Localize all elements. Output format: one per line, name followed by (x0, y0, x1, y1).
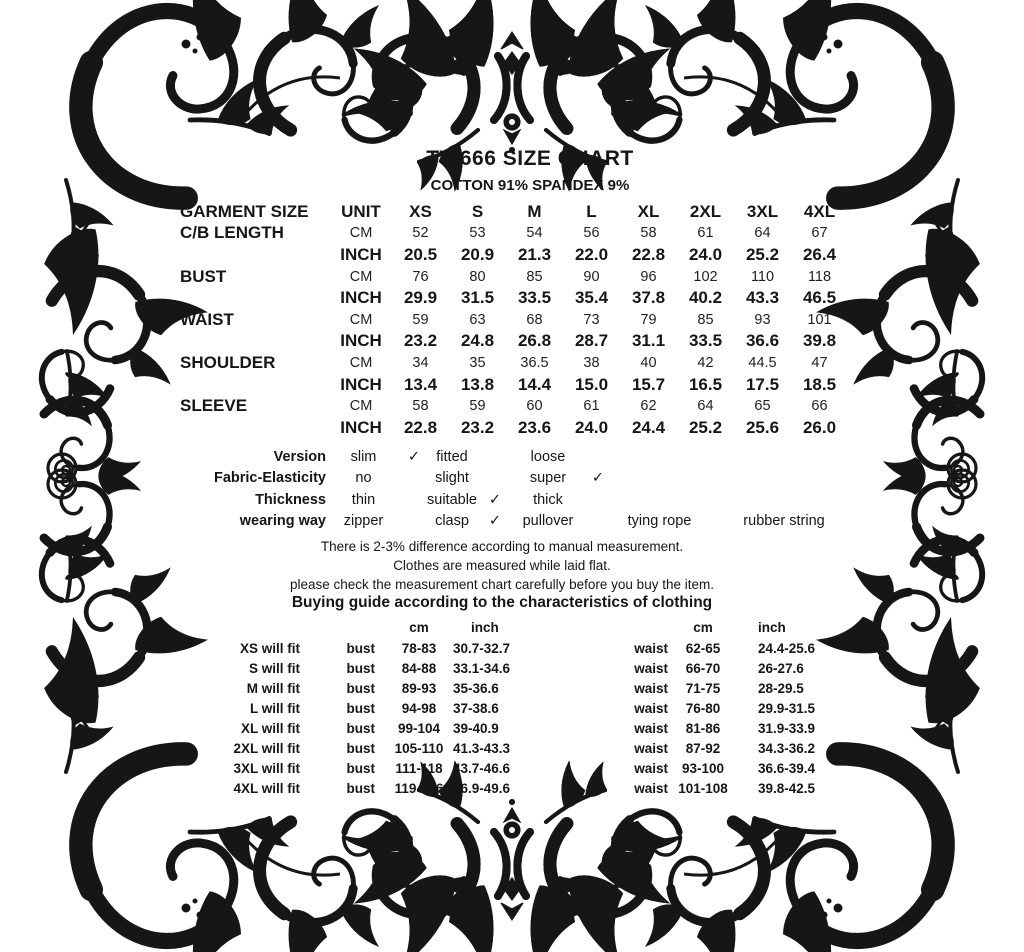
measurement-label: SHOULDER (180, 352, 276, 372)
value-3xl: 25.6 (745, 417, 780, 437)
fit-size-label: S will fit (248, 660, 300, 676)
bust-cm-range: 105-110 (394, 740, 444, 756)
waist-inch-range: 34.3-36.2 (758, 740, 816, 756)
value-4xl: 118 (807, 268, 832, 285)
value-3xl: 17.5 (745, 374, 780, 394)
attribute-option: clasp (435, 513, 469, 530)
value-s: 31.5 (460, 288, 495, 308)
fit-size-label: L will fit (250, 700, 300, 716)
waist-inch-range: 29.9-31.5 (758, 700, 816, 716)
value-xs: 22.8 (403, 417, 438, 437)
buying-guide-row (180, 638, 860, 658)
value-xl: 40 (640, 354, 657, 371)
note-line: Clothes are measured while laid flat. (393, 557, 611, 573)
waist-inch-range: 39.8-42.5 (758, 780, 816, 796)
header-2xl: 2XL (689, 201, 722, 221)
waist-cm-range: 66-70 (685, 660, 721, 676)
value-l: 38 (583, 354, 600, 371)
bust-label: bust (346, 680, 375, 696)
value-s: 23.2 (460, 417, 495, 437)
value-l: 56 (583, 225, 600, 242)
waist-inch-range: 28-29.5 (758, 680, 804, 696)
buying-guide-row (180, 758, 860, 778)
value-xs: 59 (412, 311, 429, 328)
value-xs: 34 (412, 354, 429, 371)
value-3xl: 43.3 (745, 288, 780, 308)
bust-inch-range: 39-40.9 (453, 720, 499, 736)
value-l: 22.0 (574, 244, 609, 264)
value-4xl: 46.5 (802, 288, 837, 308)
value-m: 54 (526, 225, 543, 242)
header-inch-bust: inch (471, 620, 499, 635)
unit-cell: INCH (340, 288, 382, 308)
note-line: please check the measurement chart carefully before you buy the item. (290, 576, 714, 592)
attribute-option: zipper (343, 513, 384, 530)
value-4xl: 101 (807, 311, 832, 328)
size-table-row (180, 352, 860, 374)
bust-inch-range: 33.1-34.6 (453, 660, 511, 676)
waist-inch-range: 31.9-33.9 (758, 720, 816, 736)
measurement-label: BUST (180, 266, 227, 286)
fit-size-label: 2XL will fit (233, 740, 300, 756)
value-4xl: 66 (811, 398, 828, 415)
fit-size-label: XS will fit (239, 640, 300, 656)
attribute-option: fitted (436, 448, 468, 465)
size-table-header (180, 201, 860, 223)
attribute-option: rubber string (743, 513, 825, 530)
waist-cm-range: 93-100 (681, 760, 725, 776)
value-2xl: 61 (697, 225, 714, 242)
attribute-row (180, 446, 870, 468)
value-3xl: 65 (754, 398, 771, 415)
unit-cell: CM (349, 225, 373, 242)
value-s: 80 (469, 268, 486, 285)
value-m: 68 (526, 311, 543, 328)
bust-label: bust (346, 700, 375, 716)
bust-inch-range: 43.7-46.6 (453, 760, 511, 776)
header-l: L (586, 201, 597, 221)
value-xl: 96 (640, 268, 657, 285)
waist-inch-range: 24.4-25.6 (758, 640, 816, 656)
unit-cell: INCH (340, 244, 382, 264)
value-l: 61 (583, 398, 600, 415)
value-s: 53 (469, 225, 486, 242)
bust-label: bust (346, 740, 375, 756)
waist-cm-range: 81-86 (685, 720, 721, 736)
fabric-composition: COTTON 91% SPANDEX 9% (430, 177, 630, 194)
value-s: 20.9 (460, 244, 495, 264)
value-3xl: 25.2 (745, 244, 780, 264)
value-xl: 62 (640, 398, 657, 415)
size-table-row (180, 331, 860, 353)
size-table-row (180, 223, 860, 245)
value-2xl: 64 (697, 398, 714, 415)
attribute-option: slim (350, 448, 377, 465)
bust-inch-range: 46.9-49.6 (453, 780, 511, 796)
buying-guide-title: Buying guide according to the characteristics of clothing (291, 594, 713, 611)
measurement-label: WAIST (180, 309, 234, 329)
value-xl: 24.4 (631, 417, 666, 437)
bust-cm-range: 84-88 (401, 660, 437, 676)
buying-guide-header (180, 617, 860, 638)
waist-label: waist (634, 680, 668, 696)
value-s: 63 (469, 311, 486, 328)
value-s: 13.8 (460, 374, 495, 394)
bust-cm-range: 119-126 (394, 780, 444, 796)
page-title: TW666 SIZE CHART (426, 147, 634, 170)
header-cm-waist: cm (693, 620, 713, 635)
checkmark-icon: ✓ (488, 491, 502, 508)
buying-guide-table (180, 617, 860, 798)
bust-inch-range: 30.7-32.7 (453, 640, 511, 656)
value-xl: 22.8 (631, 244, 666, 264)
bust-inch-range: 41.3-43.3 (453, 740, 511, 756)
attribute-option: pullover (522, 513, 574, 530)
attribute-label: Fabric-Elasticity (213, 470, 326, 487)
attribute-option: tying rope (627, 513, 692, 530)
buying-guide-row (180, 738, 860, 758)
fit-size-label: 4XL will fit (233, 780, 300, 796)
value-xl: 31.1 (631, 331, 666, 351)
header-cm-bust: cm (409, 620, 429, 635)
size-table-row (180, 417, 860, 439)
bust-label: bust (346, 660, 375, 676)
buying-guide-row (180, 658, 860, 678)
value-xs: 20.5 (403, 244, 438, 264)
bust-cm-range: 99-104 (397, 720, 441, 736)
bust-cm-range: 78-83 (401, 640, 437, 656)
unit-cell: CM (349, 398, 373, 415)
attribute-row (180, 511, 870, 533)
bust-cm-range: 89-93 (401, 680, 437, 696)
header-xs: XS (409, 201, 432, 221)
bust-cm-range: 111-118 (395, 760, 443, 776)
value-l: 73 (583, 311, 600, 328)
waist-cm-range: 87-92 (685, 740, 721, 756)
value-m: 14.4 (517, 374, 552, 394)
value-2xl: 40.2 (688, 288, 723, 308)
waist-label: waist (634, 740, 668, 756)
value-3xl: 36.6 (745, 331, 780, 351)
checkmark-icon: ✓ (407, 448, 421, 465)
value-4xl: 67 (811, 225, 828, 242)
value-4xl: 18.5 (802, 374, 837, 394)
buying-guide-row (180, 778, 860, 798)
measurement-notes (140, 538, 864, 594)
value-m: 85 (526, 268, 543, 285)
value-2xl: 33.5 (688, 331, 723, 351)
fit-size-label: M will fit (246, 680, 300, 696)
value-m: 36.5 (520, 354, 549, 371)
buying-guide-row (180, 718, 860, 738)
buying-guide-row (180, 678, 860, 698)
size-table (180, 201, 860, 439)
value-l: 24.0 (574, 417, 609, 437)
waist-label: waist (634, 640, 668, 656)
header-unit: UNIT (341, 201, 381, 221)
header-xl: XL (637, 201, 660, 221)
value-l: 15.0 (574, 374, 609, 394)
value-2xl: 42 (697, 354, 714, 371)
value-4xl: 47 (811, 354, 828, 371)
waist-label: waist (634, 720, 668, 736)
attribute-option: thick (533, 491, 563, 508)
waist-cm-range: 62-65 (685, 640, 721, 656)
size-table-row (180, 395, 860, 417)
waist-label: waist (634, 660, 668, 676)
value-xs: 13.4 (403, 374, 438, 394)
attribute-option: suitable (427, 491, 477, 508)
bust-label: bust (346, 720, 375, 736)
size-table-row (180, 287, 860, 309)
note-line: There is 2-3% difference according to manual measurement. (320, 539, 684, 554)
value-3xl: 44.5 (748, 354, 777, 371)
bust-label: bust (346, 760, 375, 776)
size-table-row (180, 309, 860, 331)
attribute-label: Thickness (255, 491, 326, 508)
attribute-option: loose (530, 448, 566, 465)
value-l: 35.4 (574, 288, 609, 308)
value-4xl: 26.4 (802, 244, 837, 264)
value-2xl: 85 (697, 311, 714, 328)
attribute-option: slight (435, 470, 469, 487)
value-s: 24.8 (460, 331, 495, 351)
waist-cm-range: 71-75 (685, 680, 721, 696)
header-s: S (471, 201, 484, 221)
size-table-row (180, 266, 860, 288)
value-s: 35 (469, 354, 486, 371)
value-m: 21.3 (517, 244, 552, 264)
header-4xl: 4XL (803, 201, 836, 221)
value-xl: 37.8 (631, 288, 666, 308)
unit-cell: INCH (340, 417, 382, 437)
waist-inch-range: 26-27.6 (758, 660, 804, 676)
measurement-label: C/B LENGTH (180, 223, 284, 243)
value-m: 26.8 (517, 331, 552, 351)
value-4xl: 26.0 (802, 417, 837, 437)
attribute-option: thin (351, 491, 376, 508)
value-xs: 29.9 (403, 288, 438, 308)
header-garment-size: GARMENT SIZE (180, 201, 309, 221)
value-4xl: 39.8 (802, 331, 837, 351)
buying-guide-row (180, 698, 860, 718)
waist-label: waist (634, 700, 668, 716)
value-l: 90 (583, 268, 600, 285)
header-inch-waist: inch (758, 620, 786, 635)
fit-size-label: 3XL will fit (233, 760, 300, 776)
header-3xl: 3XL (746, 201, 779, 221)
value-m: 33.5 (517, 288, 552, 308)
attribute-row (180, 489, 870, 511)
waist-cm-range: 76-80 (685, 700, 721, 716)
checkmark-icon: ✓ (591, 470, 605, 487)
waist-cm-range: 101-108 (678, 780, 728, 796)
size-table-row (180, 374, 860, 396)
size-table-row (180, 244, 860, 266)
unit-cell: INCH (340, 374, 382, 394)
unit-cell: INCH (340, 331, 382, 351)
waist-inch-range: 36.6-39.4 (758, 760, 816, 776)
value-xs: 23.2 (403, 331, 438, 351)
value-2xl: 25.2 (688, 417, 723, 437)
waist-label: waist (634, 760, 668, 776)
value-2xl: 102 (693, 268, 718, 285)
attribute-label: wearing way (239, 513, 326, 530)
attribute-label: Version (273, 448, 326, 465)
bust-cm-range: 94-98 (401, 700, 437, 716)
unit-cell: CM (349, 354, 373, 371)
bust-label: bust (346, 780, 375, 796)
waist-label: waist (634, 780, 668, 796)
value-l: 28.7 (574, 331, 609, 351)
value-xl: 15.7 (631, 374, 666, 394)
value-xs: 76 (412, 268, 429, 285)
value-xs: 58 (412, 398, 429, 415)
value-m: 23.6 (517, 417, 552, 437)
bust-label: bust (346, 640, 375, 656)
value-3xl: 93 (754, 311, 771, 328)
value-xl: 79 (640, 311, 657, 328)
value-3xl: 64 (754, 225, 771, 242)
attributes-table (180, 446, 870, 532)
attribute-option: no (355, 470, 372, 487)
fit-size-label: XL will fit (240, 720, 300, 736)
unit-cell: CM (349, 268, 373, 285)
attribute-row (180, 468, 870, 490)
value-2xl: 16.5 (688, 374, 723, 394)
attribute-option: super (529, 470, 567, 487)
unit-cell: CM (349, 311, 373, 328)
bust-inch-range: 35-36.6 (453, 680, 499, 696)
measurement-label: SLEEVE (180, 396, 248, 416)
value-3xl: 110 (750, 268, 775, 285)
header-m: M (527, 201, 542, 221)
bust-inch-range: 37-38.6 (453, 700, 499, 716)
value-xl: 58 (640, 225, 657, 242)
value-m: 60 (526, 398, 543, 415)
value-2xl: 24.0 (688, 244, 723, 264)
value-xs: 52 (412, 225, 429, 242)
checkmark-icon: ✓ (488, 513, 502, 530)
value-s: 59 (469, 398, 486, 415)
